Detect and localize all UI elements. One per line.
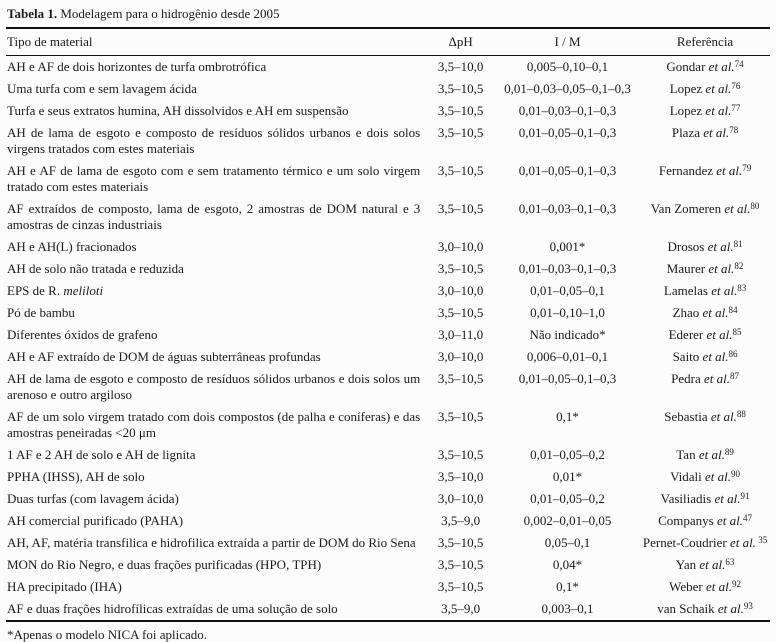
reference-author: Van Zomeren xyxy=(650,201,722,216)
material-text-italic: meliloti xyxy=(63,283,104,298)
table-row xyxy=(6,368,770,406)
dph-cell: 3,5–10,5 xyxy=(437,557,484,572)
data-table xyxy=(6,27,770,622)
table-row xyxy=(6,236,770,258)
dph-cell: 3,5–10,5 xyxy=(437,103,484,118)
reference-etal: et al. xyxy=(705,579,732,594)
reference-cell xyxy=(640,280,770,302)
reference-superscript: 93 xyxy=(743,601,753,611)
reference-cell xyxy=(640,236,770,258)
im-cell: 0,002–0,01–0,05 xyxy=(523,513,612,528)
table-row xyxy=(6,598,770,621)
table-footnote: *Apenas o modelo NICA foi aplicado. xyxy=(7,627,208,642)
table-row xyxy=(6,576,770,598)
dph-cell: 3,0–10,0 xyxy=(437,491,484,506)
reference-cell xyxy=(640,56,770,79)
reference-author: Ederer xyxy=(668,327,704,342)
material-cell xyxy=(6,302,426,324)
reference-cell xyxy=(640,100,770,122)
im-cell: 0,04* xyxy=(552,557,583,572)
im-cell: 0,01* xyxy=(552,469,583,484)
material-cell xyxy=(6,258,426,280)
reference-superscript: 90 xyxy=(731,469,741,479)
reference-etal: et al. xyxy=(703,125,730,140)
reference-superscript: 81 xyxy=(733,239,743,249)
reference-cell xyxy=(640,368,770,406)
reference-cell xyxy=(640,488,770,510)
reference-superscript: 78 xyxy=(729,125,739,135)
reference-cell xyxy=(640,598,770,621)
dph-cell: 3,5–10,5 xyxy=(437,579,484,594)
material-text: AF e duas frações hidrofílicas extraídas de uma solução de solo xyxy=(7,601,338,616)
reference-superscript: 83 xyxy=(737,283,747,293)
reference-author: Vasiliadis xyxy=(660,491,712,506)
table-row xyxy=(6,302,770,324)
dph-cell: 3,5–10,5 xyxy=(437,371,484,386)
material-cell xyxy=(6,280,426,302)
im-cell: 0,01–0,05–0,1–0,3 xyxy=(518,125,617,140)
table-row xyxy=(6,324,770,346)
reference-cell xyxy=(640,258,770,280)
dph-cell: 3,5–9,0 xyxy=(441,513,481,528)
reference-author: Lamelas xyxy=(663,283,708,298)
reference-etal: et al. xyxy=(714,491,741,506)
reference-author: Yan xyxy=(675,557,697,572)
reference-superscript: 76 xyxy=(731,81,741,91)
header-reference: Referência xyxy=(640,28,770,56)
im-cell: 0,1* xyxy=(556,409,579,424)
table-row xyxy=(6,488,770,510)
material-text: Duas turfas (com lavagem ácida) xyxy=(7,491,179,506)
reference-cell xyxy=(640,444,770,466)
table-header xyxy=(6,28,770,56)
material-cell xyxy=(6,532,426,554)
dph-cell: 3,5–10,5 xyxy=(437,81,484,96)
im-cell: 0,003–0,1 xyxy=(541,601,594,616)
table-row xyxy=(6,280,770,302)
material-text: AF extraídos de composto, lama de esgoto, 2 amostras de DOM natural e 3 amostras de cinzas industriais xyxy=(7,201,421,232)
table-body xyxy=(6,56,770,622)
material-cell xyxy=(6,598,426,621)
reference-cell xyxy=(640,122,770,160)
reference-cell xyxy=(640,78,770,100)
reference-superscript: 74 xyxy=(734,59,744,69)
reference-author: Companys xyxy=(658,513,714,528)
header-material: Tipo de material xyxy=(6,28,426,56)
reference-superscript: 47 xyxy=(742,513,752,523)
material-cell xyxy=(6,368,426,406)
im-cell: 0,006–0,01–0,1 xyxy=(526,349,609,364)
reference-author: Lopez xyxy=(669,103,703,118)
reference-etal: et al. xyxy=(710,409,737,424)
table-title-text: Modelagem para o hidrogênio desde 2005 xyxy=(60,6,280,21)
material-text: Pó de bambu xyxy=(7,305,75,320)
table-row xyxy=(6,532,770,554)
table-row xyxy=(6,56,770,79)
dph-cell: 3,5–10,5 xyxy=(437,201,484,216)
dph-cell: 3,0–10,0 xyxy=(437,239,484,254)
reference-author: Fernandez xyxy=(658,163,713,178)
im-cell: 0,01–0,10–1,0 xyxy=(530,305,605,320)
reference-superscript: 82 xyxy=(734,261,744,271)
material-text: AH e AF de lama de esgoto com e sem tratamento térmico e um solo virgem tratado com estes materiais xyxy=(7,163,421,194)
reference-author: Vidali xyxy=(670,469,702,484)
reference-cell xyxy=(640,198,770,236)
table-row xyxy=(6,198,770,236)
material-text: MON do Rio Negro, e duas frações purificadas (HPO, TPH) xyxy=(7,557,322,572)
reference-superscript: 84 xyxy=(728,305,738,315)
material-text: Diferentes óxidos de grafeno xyxy=(7,327,158,342)
material-text: AH comercial purificado (PAHA) xyxy=(7,513,184,528)
reference-cell xyxy=(640,510,770,532)
material-text: HA precipitado (IHA) xyxy=(7,579,122,594)
reference-etal: et al. xyxy=(717,601,744,616)
table-row xyxy=(6,406,770,444)
reference-cell xyxy=(640,532,770,554)
reference-etal: et al. xyxy=(706,327,733,342)
table-row xyxy=(6,466,770,488)
reference-etal: et al. xyxy=(702,349,729,364)
dph-cell: 3,0–10,0 xyxy=(437,349,484,364)
im-cell: 0,05–0,1 xyxy=(544,535,591,550)
reference-etal: et al. xyxy=(708,261,735,276)
reference-cell xyxy=(640,302,770,324)
reference-superscript: 35 xyxy=(755,535,768,545)
material-text: AH de lama de esgoto e composto de resíduos sólidos urbanos e dois solos um arenoso e outro argiloso xyxy=(7,371,421,402)
material-text: AH e AF de dois horizontes de turfa ombrotrófica xyxy=(7,59,267,74)
material-text: EPS de R. xyxy=(7,283,64,298)
table-row xyxy=(6,554,770,576)
reference-author: Pernet-Coudrier xyxy=(642,535,727,550)
material-text: AF de um solo virgem tratado com dois compostos (de palha e coníferas) e das amostras peneiradas <20 μm xyxy=(7,409,421,440)
reference-etal: et al. xyxy=(705,81,732,96)
reference-superscript: 86 xyxy=(728,349,738,359)
material-text: AH e AF extraído de DOM de águas subterrâneas profundas xyxy=(7,349,321,364)
dph-cell: 3,5–10,0 xyxy=(437,469,484,484)
reference-etal: et al. xyxy=(705,103,732,118)
reference-etal: et al. xyxy=(707,239,734,254)
dph-cell: 3,0–10,0 xyxy=(437,283,484,298)
reference-superscript: 77 xyxy=(731,103,741,113)
material-cell xyxy=(6,100,426,122)
reference-etal: et al. xyxy=(705,469,732,484)
material-text: Uma turfa com e sem lavagem ácida xyxy=(7,81,197,96)
material-cell xyxy=(6,444,426,466)
dph-cell: 3,0–11,0 xyxy=(438,327,484,342)
im-cell: 0,01–0,05–0,1 xyxy=(530,283,605,298)
im-cell: 0,01–0,05–0,2 xyxy=(530,447,605,462)
table-header-row xyxy=(6,28,770,56)
reference-etal: et al. xyxy=(699,557,726,572)
material-text: AH de lama de esgoto e composto de resíduos sólidos urbanos e dois solos virgens tratados com estes materiais xyxy=(7,125,421,156)
im-cell: 0,001* xyxy=(549,239,586,254)
material-text: AH, AF, matéria transfilica e hidrofilica extraída a partir de DOM do Rio Sena xyxy=(7,535,416,550)
reference-etal: et al. xyxy=(698,447,725,462)
table-row xyxy=(6,100,770,122)
reference-author: Sebastia xyxy=(664,409,708,424)
material-text: AH e AH(L) fracionados xyxy=(7,239,137,254)
material-cell xyxy=(6,406,426,444)
reference-author: Tan xyxy=(676,447,696,462)
reference-superscript: 87 xyxy=(729,371,739,381)
table-row xyxy=(6,444,770,466)
reference-etal: et al. xyxy=(724,201,751,216)
dph-cell: 3,5–10,0 xyxy=(437,59,484,74)
material-cell xyxy=(6,56,426,79)
material-cell xyxy=(6,78,426,100)
reference-superscript: 63 xyxy=(725,557,735,567)
im-cell: 0,1* xyxy=(556,579,579,594)
im-cell: 0,01–0,05–0,2 xyxy=(530,491,605,506)
reference-author: Gondar xyxy=(666,59,706,74)
dph-cell: 3,5–10,5 xyxy=(437,447,484,462)
header-dph: ΔpH xyxy=(426,28,495,56)
im-cell: 0,01–0,05–0,1–0,3 xyxy=(518,163,617,178)
reference-cell xyxy=(640,466,770,488)
material-cell xyxy=(6,576,426,598)
reference-etal: et al. xyxy=(702,305,729,320)
material-text: Turfa e seus extratos humina, AH dissolvidos e AH em suspensão xyxy=(7,103,349,118)
table-row xyxy=(6,122,770,160)
material-cell xyxy=(6,160,426,198)
dph-cell: 3,5–9,0 xyxy=(441,601,481,616)
reference-cell xyxy=(640,324,770,346)
im-cell: 0,01–0,03–0,1–0,3 xyxy=(518,103,617,118)
reference-etal: et al. xyxy=(703,371,730,386)
reference-superscript: 79 xyxy=(742,163,752,173)
table-title-label: Tabela 1. xyxy=(7,6,58,21)
reference-superscript: 89 xyxy=(724,447,734,457)
reference-superscript: 91 xyxy=(740,491,750,501)
reference-author: Weber xyxy=(669,579,703,594)
header-im: I / M xyxy=(495,28,640,56)
dph-cell: 3,5–10,5 xyxy=(437,409,484,424)
dph-cell: 3,5–10,5 xyxy=(437,535,484,550)
material-text: AH de solo não tratada e reduzida xyxy=(7,261,184,276)
material-text: 1 AF e 2 AH de solo e AH de lignita xyxy=(7,447,196,462)
reference-superscript: 85 xyxy=(732,327,742,337)
reference-cell xyxy=(640,406,770,444)
table-row xyxy=(6,346,770,368)
table-row xyxy=(6,258,770,280)
im-cell: Não indicado* xyxy=(529,327,606,342)
material-text: PPHA (IHSS), AH de solo xyxy=(7,469,145,484)
reference-author: Maurer xyxy=(666,261,706,276)
reference-author: Pedra xyxy=(671,371,701,386)
dph-cell: 3,5–10,5 xyxy=(437,305,484,320)
reference-etal: et al. xyxy=(729,535,756,550)
table-title xyxy=(6,3,770,27)
reference-author: Drosos xyxy=(667,239,705,254)
reference-superscript: 80 xyxy=(750,201,760,211)
reference-superscript: 88 xyxy=(736,409,746,419)
im-cell: 0,01–0,03–0,1–0,3 xyxy=(518,201,617,216)
material-cell xyxy=(6,488,426,510)
reference-author: Lopez xyxy=(669,81,703,96)
reference-cell xyxy=(640,576,770,598)
material-cell xyxy=(6,122,426,160)
reference-cell xyxy=(640,160,770,198)
reference-etal: et al. xyxy=(708,59,735,74)
material-cell xyxy=(6,324,426,346)
reference-etal: et al. xyxy=(711,283,738,298)
im-cell: 0,005–0,10–0,1 xyxy=(526,59,609,74)
reference-etal: et al. xyxy=(716,163,743,178)
table-row xyxy=(6,78,770,100)
reference-author: Zhao xyxy=(672,305,700,320)
reference-cell xyxy=(640,554,770,576)
reference-author: Plaza xyxy=(671,125,700,140)
reference-cell xyxy=(640,346,770,368)
dph-cell: 3,5–10,5 xyxy=(437,125,484,140)
table-row xyxy=(6,160,770,198)
reference-superscript: 92 xyxy=(731,579,741,589)
material-cell xyxy=(6,510,426,532)
table-row xyxy=(6,510,770,532)
im-cell: 0,01–0,03–0,1–0,3 xyxy=(518,261,617,276)
material-cell xyxy=(6,236,426,258)
im-cell: 0,01–0,03–0,05–0,1–0,3 xyxy=(504,81,631,96)
material-cell xyxy=(6,346,426,368)
reference-author: van Schaik xyxy=(657,601,715,616)
material-cell xyxy=(6,554,426,576)
reference-author: Saito xyxy=(672,349,700,364)
dph-cell: 3,5–10,5 xyxy=(437,163,484,178)
reference-etal: et al. xyxy=(716,513,743,528)
im-cell: 0,01–0,05–0,1–0,3 xyxy=(518,371,617,386)
dph-cell: 3,5–10,5 xyxy=(437,261,484,276)
material-cell xyxy=(6,466,426,488)
material-cell xyxy=(6,198,426,236)
